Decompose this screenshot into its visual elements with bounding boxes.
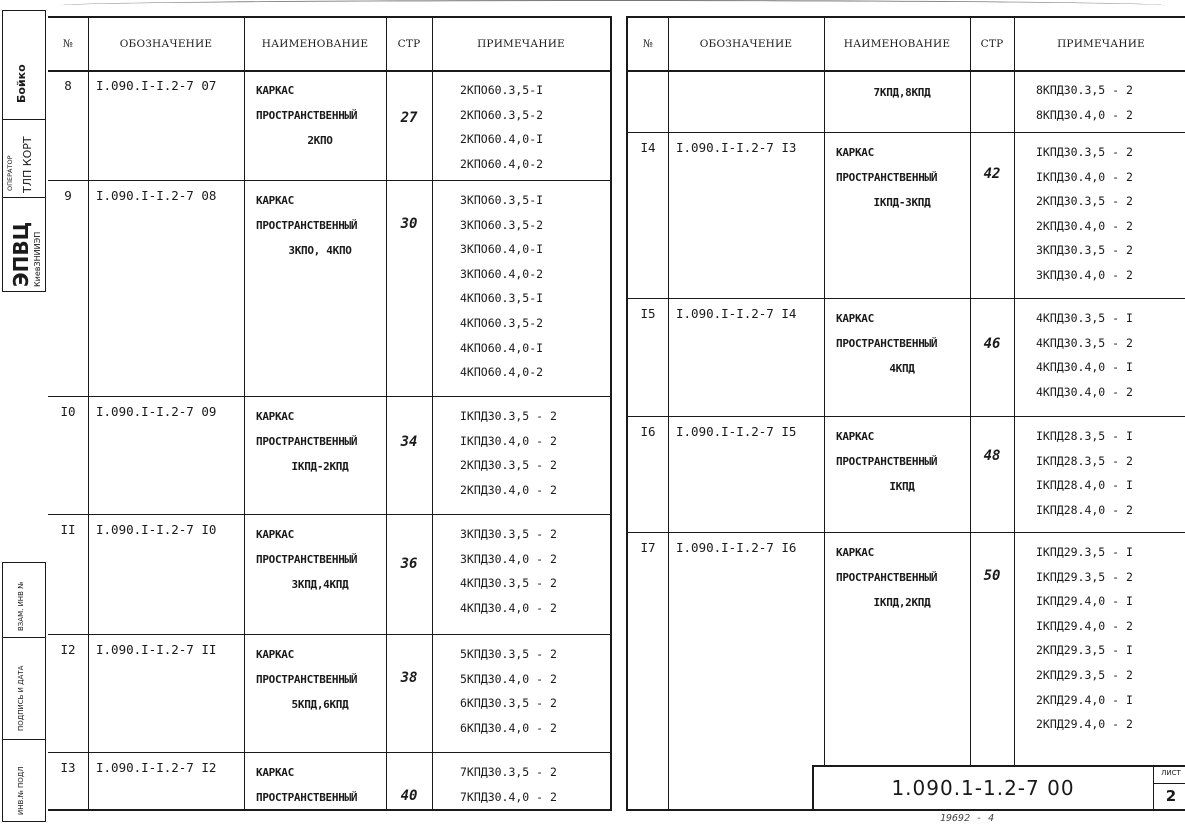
header-name: НАИМЕНОВАНИЕ	[261, 38, 369, 50]
note-line: 2КПО60.4,0-2	[460, 156, 544, 171]
row-designation: I.090.I-I.2-7 07	[96, 78, 217, 93]
row-name-line: ПРОСТРАНСТВЕННЫЙ	[256, 435, 358, 448]
note-line: IКПД29.3,5 - I	[1036, 545, 1133, 559]
row-name-line: 5КПД,6КПД	[291, 698, 349, 711]
row-page: 38	[400, 670, 418, 686]
row-name-line: 3КПО, 4КПО	[288, 244, 352, 257]
row-name	[256, 522, 384, 597]
note-line: 2КПО60.4,0-I	[460, 132, 544, 147]
row-page: 48	[983, 448, 1001, 464]
row-notes	[460, 78, 543, 176]
row-notes	[1036, 424, 1133, 522]
note-line: IКПД28.3,5 - I	[1036, 429, 1133, 443]
row-number: I2	[60, 642, 76, 657]
row-page: 42	[983, 166, 1001, 182]
table-row	[628, 132, 1185, 299]
row-designation: I.090.I-I.2-7 I0	[96, 522, 217, 537]
row-notes	[1036, 140, 1133, 288]
side-stamp-lower	[2, 562, 46, 822]
row-name-line: КАРКАС	[256, 648, 294, 661]
row-page: 27	[400, 110, 418, 126]
row-designation: I.090.I-I.2-7 I6	[676, 540, 797, 555]
note-line: IКПД29.4,0 - 2	[1036, 618, 1133, 633]
row-name-line: КАРКАС	[836, 430, 874, 443]
stamp-field-sign: ПОДПИСЬ И ДАТА	[17, 665, 25, 731]
note-line: 3КПД30.3,5 - 2	[460, 527, 557, 541]
stamp-role: ОПЕРАТОР	[6, 155, 14, 191]
note-line: IКПД30.4,0 - 2	[460, 433, 557, 448]
note-line: 8КПД30.3,5 - 2	[1036, 83, 1133, 97]
row-name-line: 4КПД	[889, 362, 915, 375]
table-row	[48, 180, 610, 397]
stamp-divider	[3, 197, 45, 198]
note-line: 4КПД30.4,0 - I	[1036, 360, 1133, 375]
note-line: 7КПД30.4,0 - 2	[460, 789, 557, 804]
row-name-line: ПРОСТРАНСТВЕННЫЙ	[256, 109, 358, 122]
table-header	[48, 18, 610, 72]
row-name	[836, 424, 968, 499]
side-stamp-upper	[2, 10, 46, 292]
row-name-line: КАРКАС	[256, 194, 294, 207]
row-notes	[460, 642, 557, 740]
row-name-line: КАРКАС	[256, 528, 294, 541]
table-row	[628, 298, 1185, 417]
stamp-org: ЭПВЦ	[9, 221, 33, 287]
row-name	[256, 78, 384, 153]
header-num: №	[642, 38, 654, 50]
note-line: 4КПО60.3,5-2	[460, 315, 544, 330]
row-notes	[1036, 540, 1133, 737]
note-line: 3КПД30.4,0 - 2	[460, 551, 557, 566]
note-line: IКПД28.4,0 - I	[1036, 478, 1133, 493]
note-line: 2КПД29.4,0 - I	[1036, 692, 1133, 707]
note-line: 2КПД30.4,0 - 2	[460, 482, 557, 497]
note-line: IКПД30.4,0 - 2	[1036, 169, 1133, 184]
stamp-divider	[3, 637, 45, 638]
note-line: 6КПД30.4,0 - 2	[460, 720, 557, 735]
note-line: 4КПО60.3,5-I	[460, 291, 544, 306]
spec-table-left	[48, 16, 612, 811]
note-line: 2КПД29.4,0 - 2	[1036, 717, 1133, 732]
sheet-label: ЛИСТ	[1161, 769, 1181, 777]
note-line: 3КПО60.3,5-I	[460, 193, 544, 207]
row-page: 40	[400, 788, 418, 804]
row-name	[836, 306, 968, 381]
note-line: 7КПД30.3,5 - 2	[460, 765, 557, 779]
row-name-line: 7КПД,8КПД	[873, 86, 931, 99]
note-line: IКПД30.3,5 - 2	[1036, 145, 1133, 159]
row-number: I4	[640, 140, 656, 155]
header-note: ПРИМЕЧАНИЕ	[1057, 38, 1145, 50]
row-page: 30	[400, 216, 418, 232]
note-line: IКПД28.4,0 - 2	[1036, 502, 1133, 517]
note-line: 8КПД30.4,0 - 2	[1036, 107, 1133, 122]
row-notes	[460, 522, 557, 620]
row-page: 46	[983, 336, 1001, 352]
row-page: 36	[400, 556, 418, 572]
header-page: СТР	[397, 38, 421, 50]
note-line: 3КПО60.4,0-2	[460, 266, 544, 281]
header-page: СТР	[980, 38, 1004, 50]
table-row	[48, 634, 610, 753]
row-name	[836, 140, 968, 215]
row-designation: I.090.I-I.2-7 I5	[676, 424, 797, 439]
row-designation: I.090.I-I.2-7 I4	[676, 306, 797, 321]
row-notes	[1036, 78, 1133, 127]
row-notes	[460, 188, 543, 385]
row-name-line: ПРОСТРАНСТВЕННЫЙ	[836, 571, 938, 584]
note-line: 2КПО60.3,5-I	[460, 83, 544, 97]
stamp-org-sub: КиевЗНИИЭП	[33, 231, 42, 287]
row-name-line: КАРКАС	[836, 546, 874, 559]
row-name-line: ПРОСТРАНСТВЕННЫЙ	[256, 553, 358, 566]
row-designation: I.090.I-I.2-7 08	[96, 188, 217, 203]
note-line: 4КПД30.3,5 - I	[1036, 311, 1133, 325]
row-number: II	[60, 522, 76, 537]
row-number: 8	[64, 78, 72, 93]
title-block	[812, 765, 1185, 809]
row-name-line: ПРОСТРАНСТВЕННЫЙ	[256, 219, 358, 232]
spec-table-right	[626, 16, 1185, 811]
row-name-line: КАРКАС	[836, 146, 874, 159]
header-name: НАИМЕНОВАНИЕ	[843, 38, 951, 50]
note-line: IКПД29.4,0 - I	[1036, 594, 1133, 609]
row-number: I5	[640, 306, 656, 321]
row-name-line: ПРОСТРАНСТВЕННЫЙ	[256, 791, 358, 804]
note-line: 3КПО60.4,0-I	[460, 242, 544, 257]
row-name	[836, 80, 968, 105]
row-name-line: ПРОСТРАНСТВЕННЫЙ	[836, 455, 938, 468]
stamp-dept: ТЛП КОРТ	[21, 136, 34, 193]
row-name-line: IКПД-3КПД	[873, 196, 931, 209]
table-row	[48, 396, 610, 515]
note-line: 3КПД30.3,5 - 2	[1036, 243, 1133, 258]
header-note: ПРИМЕЧАНИЕ	[477, 38, 565, 50]
stamp-name: Бойко	[15, 64, 28, 103]
row-name	[836, 540, 968, 615]
table-row	[48, 70, 610, 181]
row-name-line: IКПД-2КПД	[291, 460, 349, 473]
note-line: IКПД29.3,5 - 2	[1036, 569, 1133, 584]
row-name	[256, 404, 384, 479]
note-line: 6КПД30.3,5 - 2	[460, 696, 557, 711]
note-line: 3КПО60.3,5-2	[460, 217, 544, 232]
note-line: 4КПД30.4,0 - 2	[460, 600, 557, 615]
row-name-line: КАРКАС	[256, 84, 294, 97]
note-line: IКПД30.3,5 - 2	[460, 409, 557, 423]
stamp-divider	[3, 119, 45, 120]
row-number: 9	[64, 188, 72, 203]
row-name-line: IКПД	[889, 480, 915, 493]
row-name-line: КАРКАС	[256, 766, 294, 779]
note-line: 2КПД29.3,5 - 2	[1036, 667, 1133, 682]
table-row	[48, 514, 610, 635]
row-notes	[460, 760, 557, 809]
table-row	[628, 70, 1185, 133]
row-name-line: ПРОСТРАНСТВЕННЫЙ	[836, 337, 938, 350]
row-number: I7	[640, 540, 656, 555]
table-header	[628, 18, 1185, 72]
note-line: 4КПД30.4,0 - 2	[1036, 384, 1133, 399]
sheet-number: 2	[1154, 783, 1185, 809]
note-line: 2КПО60.3,5-2	[460, 107, 544, 122]
scan-edge-line	[60, 0, 1165, 11]
stamp-field-inv: ВЗАМ. ИНВ №	[17, 581, 25, 631]
note-line: IКПД28.3,5 - 2	[1036, 453, 1133, 468]
note-line: 3КПД30.4,0 - 2	[1036, 267, 1133, 282]
row-name	[256, 188, 384, 263]
row-name-line: 2КПО	[307, 134, 333, 147]
row-number: I3	[60, 760, 76, 775]
row-name-line: ПРОСТРАНСТВЕННЫЙ	[256, 673, 358, 686]
row-name-line: КАРКАС	[836, 312, 874, 325]
row-notes	[1036, 306, 1133, 404]
note-line: 2КПД30.4,0 - 2	[1036, 218, 1133, 233]
note-line: 5КПД30.4,0 - 2	[460, 671, 557, 686]
row-name-line: 3КПД,4КПД	[291, 578, 349, 591]
row-page: 34	[400, 434, 418, 450]
note-line: 5КПД30.3,5 - 2	[460, 647, 557, 661]
row-name-line: КАРКАС	[256, 410, 294, 423]
note-line: 2КПД30.3,5 - 2	[1036, 194, 1133, 209]
stamp-divider	[3, 739, 45, 740]
row-number: I6	[640, 424, 656, 439]
note-line: 4КПО60.4,0-I	[460, 340, 544, 355]
header-designation: ОБОЗНАЧЕНИЕ	[699, 38, 793, 50]
row-name-line: ПРОСТРАНСТВЕННЫЙ	[836, 171, 938, 184]
table-row	[48, 752, 610, 813]
note-line: 2КПД29.3,5 - I	[1036, 643, 1133, 658]
note-line: 2КПД30.3,5 - 2	[460, 458, 557, 473]
note-line: 4КПД30.3,5 - 2	[1036, 335, 1133, 350]
row-notes	[460, 404, 557, 502]
row-page: 50	[983, 568, 1001, 584]
header-designation: ОБОЗНАЧЕНИЕ	[119, 38, 213, 50]
row-designation: I.090.I-I.2-7 09	[96, 404, 217, 419]
row-designation: I.090.I-I.2-7 II	[96, 642, 217, 657]
row-name	[256, 760, 384, 810]
row-name-line: IКПД,2КПД	[873, 596, 931, 609]
row-designation: I.090.I-I.2-7 I2	[96, 760, 217, 775]
row-name	[256, 642, 384, 717]
row-designation: I.090.I-I.2-7 I3	[676, 140, 797, 155]
header-num: №	[62, 38, 74, 50]
document-code: 1.090.1-1.2-7 00	[891, 776, 1075, 800]
sheet-cell	[1153, 767, 1185, 809]
note-line: 4КПД30.3,5 - 2	[460, 576, 557, 591]
note-line: 4КПО60.4,0-2	[460, 365, 544, 380]
stamp-field-orig: ИНВ.№ ПОДЛ	[17, 766, 25, 815]
row-number: I0	[60, 404, 76, 419]
footnote-number: 19692 - 4	[940, 813, 995, 824]
table-row	[628, 416, 1185, 533]
